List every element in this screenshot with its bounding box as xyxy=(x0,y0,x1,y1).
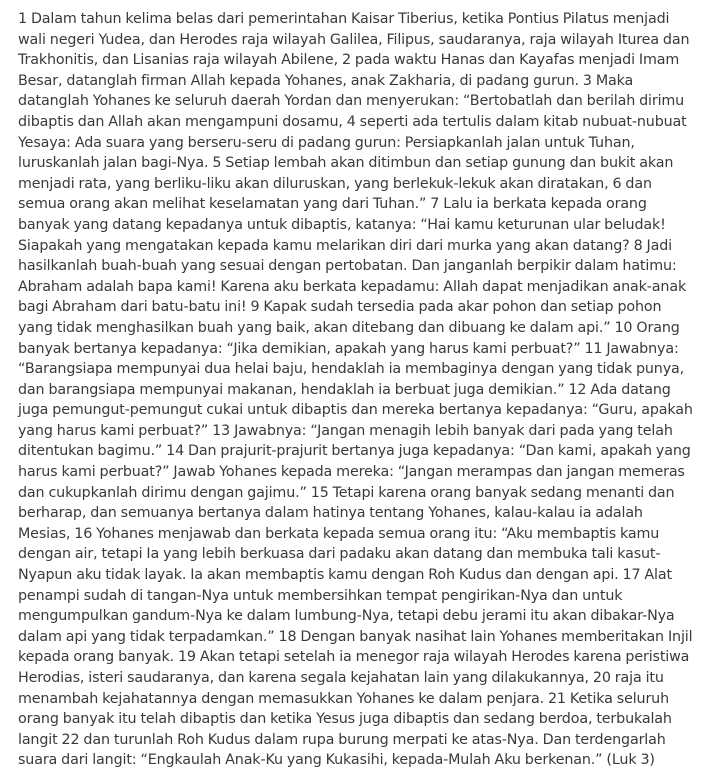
passage-line: penampi sudah di tangan-Nya untuk membersihkan tempat pengirikan-Nya dan untuk xyxy=(18,587,623,604)
passage-line: dalam api yang tidak terpadamkan.” 18 Dengan banyak nasihat lain Yohanes memberitakan Injil xyxy=(18,628,693,645)
passage-line: bagi Abraham dari batu-batu ini! 9 Kapak sudah tersedia pada akar pohon dan setiap pohon xyxy=(18,299,662,316)
passage-line: dan cukupkanlah dirimu dengan gajimu.” 15 Tetapi karena orang banyak sedang menanti dan xyxy=(18,484,675,501)
passage-line: yang harus kami perbuat?” 13 Jawabnya: “Jangan menagih lebih banyak dari pada yang telah xyxy=(18,422,673,439)
passage-line: berharap, dan semuanya bertanya dalam hatinya tentang Yohanes, kalau-kalau ia adalah xyxy=(18,505,643,522)
passage-line: datanglah Yohanes ke seluruh daerah Yordan dan menyerukan: “Bertobatlah dan berilah dirimu xyxy=(18,93,685,110)
passage-line: juga pemungut-pemungut cukai untuk dibaptis dan mereka bertanya kepadanya: “Guru, apakah xyxy=(18,402,693,419)
passage-line: “Barangsiapa mempunyai dua helai baju, hendaklah ia membaginya dengan yang tidak punya, xyxy=(18,361,685,378)
passage-line: banyak bertanya kepadanya: “Jika demikian, apakah yang harus kami perbuat?” 11 Jawabnya: xyxy=(18,340,679,357)
passage-line: hasilkanlah buah-buah yang sesuai dengan pertobatan. Dan janganlah berpikir dalam hatimu: xyxy=(18,258,677,275)
passage-line: yang tidak menghasilkan buah yang baik, akan ditebang dan dibuang ke dalam api.” 10 Orang xyxy=(18,319,680,336)
passage-line: Trakhonitis, dan Lisanias raja wilayah Abilene, 2 pada waktu Hanas dan Kayafas menjadi Imam xyxy=(18,52,680,69)
passage-line: wali negeri Yudea, dan Herodes raja wilayah Galilea, Filipus, saudaranya, raja wilayah Iturea dan xyxy=(18,31,690,48)
passage-line: kepada orang banyak. 19 Akan tetapi setelah ia menegor raja wilayah Herodes karena peristiwa xyxy=(18,649,690,666)
passage-line: langit 22 dan turunlah Roh Kudus dalam rupa burung merpati ke atas-Nya. Dan terdengarlah xyxy=(18,731,666,748)
passage-line: ditentukan bagimu.” 14 Dan prajurit-prajurit bertanya juga kepadanya: “Dan kami, apakah yang xyxy=(18,443,691,460)
passage-line: luruskanlah jalan bagi-Nya. 5 Setiap lembah akan ditimbun dan setiap gunung dan bukit akan xyxy=(18,155,674,172)
passage-line: Nyapun aku tidak layak. Ia akan membaptis kamu dengan Roh Kudus dan dengan api. 17 Alat xyxy=(18,567,672,584)
passage-line: Herodias, isteri saudaranya, dan karena segala kejahatan lain yang dilakukannya, 20 raja itu xyxy=(18,670,664,686)
passage-line: menambah kejahatannya dengan memasukkan Yohanes ke dalam penjara. 21 Ketika seluruh xyxy=(18,690,669,707)
passage-line: semua orang akan melihat keselamatan yang dari Tuhan.” 7 Lalu ia berkata kepada orang xyxy=(18,196,647,213)
passage-line: Besar, datanglah firman Allah kepada Yohanes, anak Zakharia, di padang gurun. 3 Maka xyxy=(18,72,634,89)
passage-line: suara dari langit: “Engkaulah Anak-Ku yang Kukasihi, kepada-Mulah Aku berkenan.” (Luk 3) xyxy=(18,752,655,769)
passage-line: Mesias, 16 Yohanes menjawab dan berkata kepada semua orang itu: “Aku membaptis kamu xyxy=(18,525,660,542)
passage-line: dengan air, tetapi Ia yang lebih berkuasa dari padaku akan datang dan membuka tali kasut- xyxy=(18,546,661,563)
passage-line: orang banyak itu telah dibaptis dan ketika Yesus juga dibaptis dan sedang berdoa, terbukalah xyxy=(18,711,672,728)
passage-line: Abraham adalah bapa kami! Karena aku berkata kepadamu: Allah dapat menjadikan anak-anak xyxy=(18,278,687,295)
passage-line: 1 Dalam tahun kelima belas dari pemerintahan Kaisar Tiberius, ketika Pontius Pilatus menjadi xyxy=(18,11,670,27)
passage-line: Yesaya: Ada suara yang berseru-seru di padang gurun: Persiapkanlah jalan untuk Tuhan, xyxy=(18,134,635,151)
passage-line: menjadi rata, yang berliku-liku akan diluruskan, yang berlekuk-lekuk akan diratakan, 6 dan xyxy=(18,175,652,192)
passage-line: dan barangsiapa mempunyai makanan, hendaklah ia berbuat juga demikian.” 12 Ada datang xyxy=(18,381,671,398)
passage-line: banyak yang datang kepadanya untuk dibaptis, katanya: “Hai kamu keturunan ular beludak! xyxy=(18,216,666,233)
passage-line: mengumpulkan gandum-Nya ke dalam lumbung-Nya, tetapi debu jerami itu akan dibakar-Nya xyxy=(18,608,675,625)
passage-line: dibaptis dan Allah akan mengampuni dosamu, 4 seperti ada tertulis dalam kitab nubuat-nubuat xyxy=(18,113,687,130)
passage-line: Siapakah yang mengatakan kepada kamu melarikan diri dari murka yang akan datang? 8 Jadi xyxy=(18,237,672,254)
passage-line: harus kami perbuat?” Jawab Yohanes kepada mereka: “Jangan merampas dan jangan memeras xyxy=(18,464,685,481)
scripture-passage xyxy=(18,9,716,771)
